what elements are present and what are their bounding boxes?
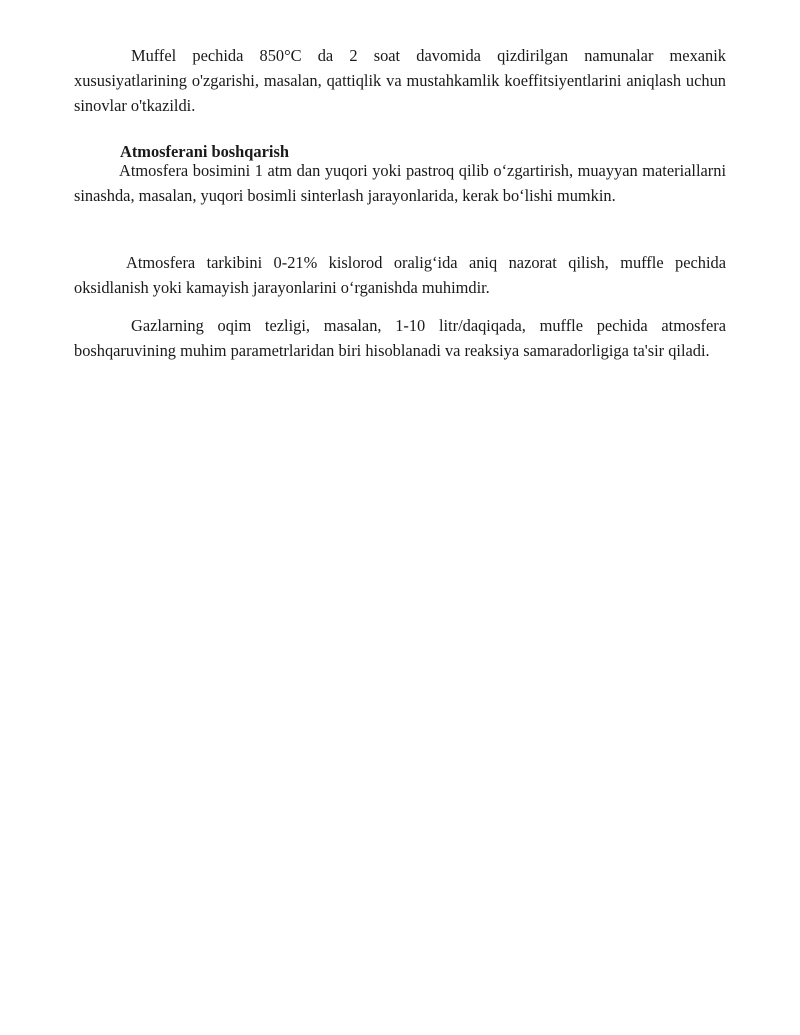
- paragraph-atmosphere-composition: Atmosfera tarkibini 0-21% kislorod oralig‘ida aniq nazorat qilish, muffle pechida oksidlanish yoki kamayish jarayonlarini o‘rganishda muhimdir.: [74, 253, 726, 297]
- paragraph-muffle-test: Muffel pechida 850°C da 2 soat davomida qizdirilgan namunalar mexanik xususiyatlarining o'zgarishi, masalan, qattiqlik va mustahkamlik koeffitsiyentlarini aniqlash uchun sinovlar o'tkazildi.: [74, 46, 726, 115]
- paragraph-atmosphere-pressure: Atmosfera bosimini 1 atm dan yuqori yoki pastroq qilib o‘zgartirish, muayyan materiallarni sinashda, masalan, yuqori bosimli sinterlash jarayonlarida, kerak bo‘lishi mumkin.: [74, 161, 726, 205]
- section-heading: Atmosferani boshqarish: [120, 142, 289, 161]
- paragraph-gas-flow-rate: Gazlarning oqim tezligi, masalan, 1-10 litr/daqiqada, muffle pechida atmosfera boshqaruvining muhim parametrlaridan biri hisoblanadi va reaksiya samaradorligiga ta'sir qiladi.: [74, 316, 726, 360]
